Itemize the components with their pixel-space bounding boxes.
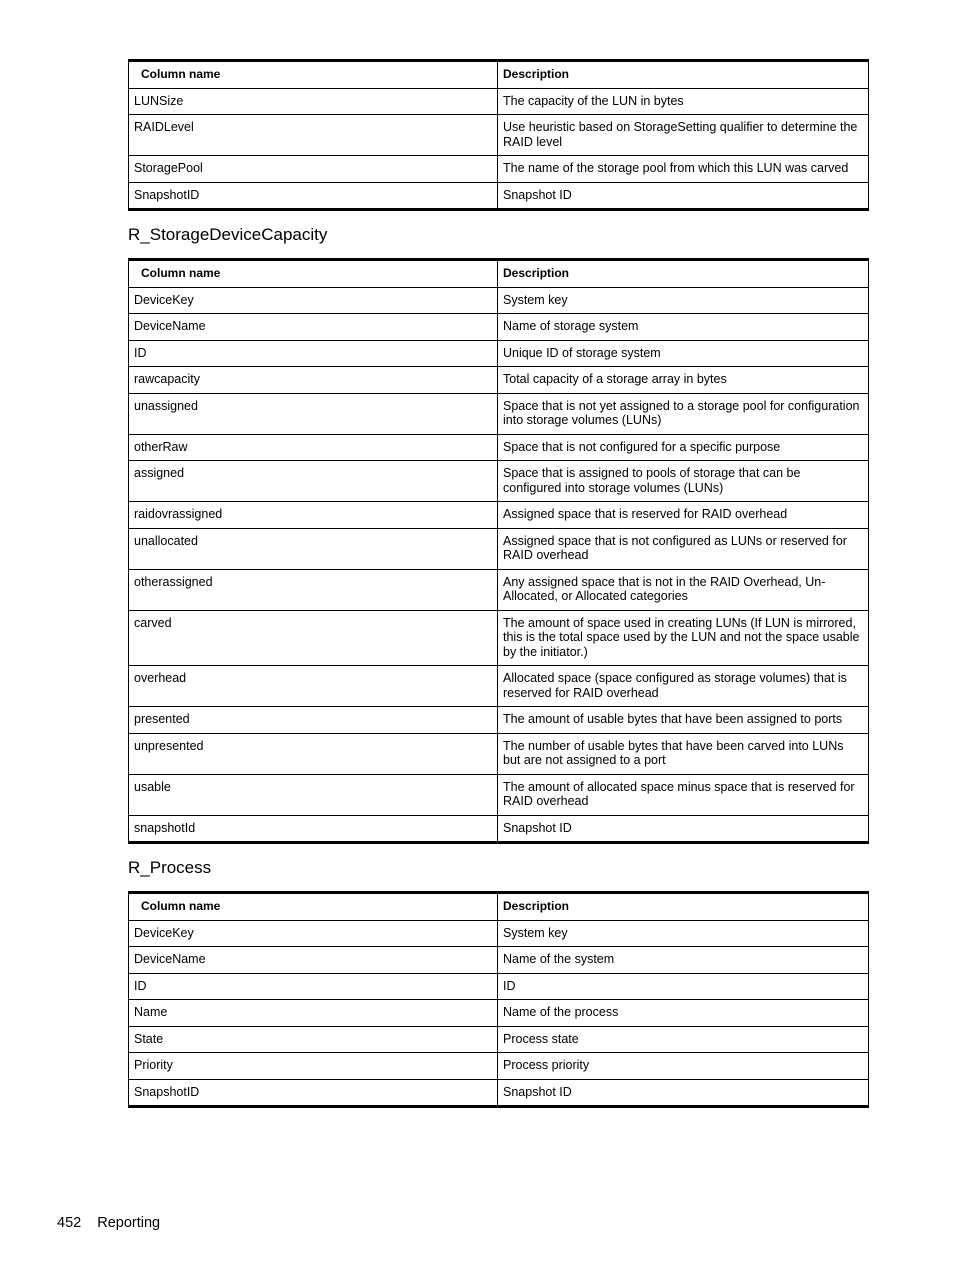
description-cell: The name of the storage pool from which this LUN was carved bbox=[498, 156, 869, 183]
table-row bbox=[129, 393, 869, 434]
description-cell: Snapshot ID bbox=[498, 182, 869, 210]
page-footer bbox=[57, 1215, 160, 1231]
table-row bbox=[129, 815, 869, 843]
column-name-cell: rawcapacity bbox=[129, 367, 498, 394]
description-header: Description bbox=[498, 893, 869, 921]
table-row bbox=[129, 434, 869, 461]
description-cell: Name of storage system bbox=[498, 314, 869, 341]
column-name-header: Column name bbox=[129, 61, 498, 89]
column-name-cell: assigned bbox=[129, 461, 498, 502]
column-name-cell: DeviceName bbox=[129, 314, 498, 341]
column-name-cell: SnapshotID bbox=[129, 182, 498, 210]
column-name-cell: unpresented bbox=[129, 733, 498, 774]
page-number: 452 bbox=[57, 1215, 82, 1231]
table-row bbox=[129, 1000, 869, 1027]
column-name-cell: SnapshotID bbox=[129, 1079, 498, 1107]
description-cell: Name of the process bbox=[498, 1000, 869, 1027]
column-name-cell: Name bbox=[129, 1000, 498, 1027]
column-name-cell: otherassigned bbox=[129, 569, 498, 610]
description-cell: Total capacity of a storage array in bytes bbox=[498, 367, 869, 394]
column-name-cell: carved bbox=[129, 610, 498, 666]
description-cell: Snapshot ID bbox=[498, 815, 869, 843]
description-cell: The amount of space used in creating LUNs (If LUN is mirrored, this is the total space used by the LUN and not the space usable by the initiator.) bbox=[498, 610, 869, 666]
table-row bbox=[129, 528, 869, 569]
column-name-cell: LUNSize bbox=[129, 88, 498, 115]
column-name-cell: DeviceKey bbox=[129, 287, 498, 314]
description-cell: System key bbox=[498, 287, 869, 314]
table-row bbox=[129, 88, 869, 115]
table-row bbox=[129, 461, 869, 502]
table-row bbox=[129, 707, 869, 734]
column-name-cell: usable bbox=[129, 774, 498, 815]
column-name-cell: presented bbox=[129, 707, 498, 734]
table-row bbox=[129, 115, 869, 156]
table-header-row bbox=[129, 893, 869, 921]
table-row bbox=[129, 973, 869, 1000]
table-row bbox=[129, 733, 869, 774]
column-name-cell: DeviceName bbox=[129, 947, 498, 974]
description-cell: Process state bbox=[498, 1026, 869, 1053]
table-row bbox=[129, 666, 869, 707]
section-heading: R_StorageDeviceCapacity bbox=[128, 225, 328, 244]
column-name-cell: unallocated bbox=[129, 528, 498, 569]
description-cell: Assigned space that is reserved for RAID overhead bbox=[498, 502, 869, 529]
description-cell: Space that is not yet assigned to a storage pool for configuration into storage volumes (LUNs) bbox=[498, 393, 869, 434]
description-header: Description bbox=[498, 61, 869, 89]
description-cell: Space that is not configured for a specific purpose bbox=[498, 434, 869, 461]
description-cell: Assigned space that is not configured as LUNs or reserved for RAID overhead bbox=[498, 528, 869, 569]
table-row bbox=[129, 367, 869, 394]
description-cell: ID bbox=[498, 973, 869, 1000]
column-name-cell: State bbox=[129, 1026, 498, 1053]
column-name-cell: raidovrassigned bbox=[129, 502, 498, 529]
description-cell: Space that is assigned to pools of storage that can be configured into storage volumes (LUNs) bbox=[498, 461, 869, 502]
column-name-cell: RAIDLevel bbox=[129, 115, 498, 156]
description-cell: The number of usable bytes that have been carved into LUNs but are not assigned to a port bbox=[498, 733, 869, 774]
table-header-row bbox=[129, 260, 869, 288]
table-row bbox=[129, 610, 869, 666]
column-name-cell: unassigned bbox=[129, 393, 498, 434]
column-name-cell: overhead bbox=[129, 666, 498, 707]
column-name-cell: ID bbox=[129, 973, 498, 1000]
table-row bbox=[129, 1079, 869, 1107]
column-table bbox=[128, 891, 869, 1108]
description-cell: Any assigned space that is not in the RAID Overhead, Un-Allocated, or Allocated categories bbox=[498, 569, 869, 610]
column-table bbox=[128, 258, 869, 844]
table-row bbox=[129, 182, 869, 210]
table-row bbox=[129, 1026, 869, 1053]
document-page bbox=[128, 59, 868, 1108]
column-name-cell: Priority bbox=[129, 1053, 498, 1080]
table-row bbox=[129, 947, 869, 974]
table-row bbox=[129, 314, 869, 341]
description-cell: Use heuristic based on StorageSetting qualifier to determine the RAID level bbox=[498, 115, 869, 156]
column-name-cell: otherRaw bbox=[129, 434, 498, 461]
column-name-header: Column name bbox=[129, 893, 498, 921]
table-row bbox=[129, 774, 869, 815]
table-row bbox=[129, 502, 869, 529]
description-header: Description bbox=[498, 260, 869, 288]
description-cell: Name of the system bbox=[498, 947, 869, 974]
footer-section-name: Reporting bbox=[97, 1215, 161, 1231]
column-name-cell: StoragePool bbox=[129, 156, 498, 183]
table-row bbox=[129, 1053, 869, 1080]
description-cell: Snapshot ID bbox=[498, 1079, 869, 1107]
table-header-row bbox=[129, 61, 869, 89]
table-row bbox=[129, 156, 869, 183]
description-cell: The amount of allocated space minus space that is reserved for RAID overhead bbox=[498, 774, 869, 815]
column-name-header: Column name bbox=[129, 260, 498, 288]
description-cell: The capacity of the LUN in bytes bbox=[498, 88, 869, 115]
description-cell: Unique ID of storage system bbox=[498, 340, 869, 367]
table-row bbox=[129, 920, 869, 947]
column-name-cell: DeviceKey bbox=[129, 920, 498, 947]
column-name-cell: snapshotId bbox=[129, 815, 498, 843]
table-row bbox=[129, 569, 869, 610]
column-table bbox=[128, 59, 869, 211]
description-cell: The amount of usable bytes that have been assigned to ports bbox=[498, 707, 869, 734]
description-cell: Allocated space (space configured as storage volumes) that is reserved for RAID overhead bbox=[498, 666, 869, 707]
table-row bbox=[129, 287, 869, 314]
section-heading: R_Process bbox=[128, 858, 212, 877]
description-cell: System key bbox=[498, 920, 869, 947]
column-name-cell: ID bbox=[129, 340, 498, 367]
table-row bbox=[129, 340, 869, 367]
description-cell: Process priority bbox=[498, 1053, 869, 1080]
